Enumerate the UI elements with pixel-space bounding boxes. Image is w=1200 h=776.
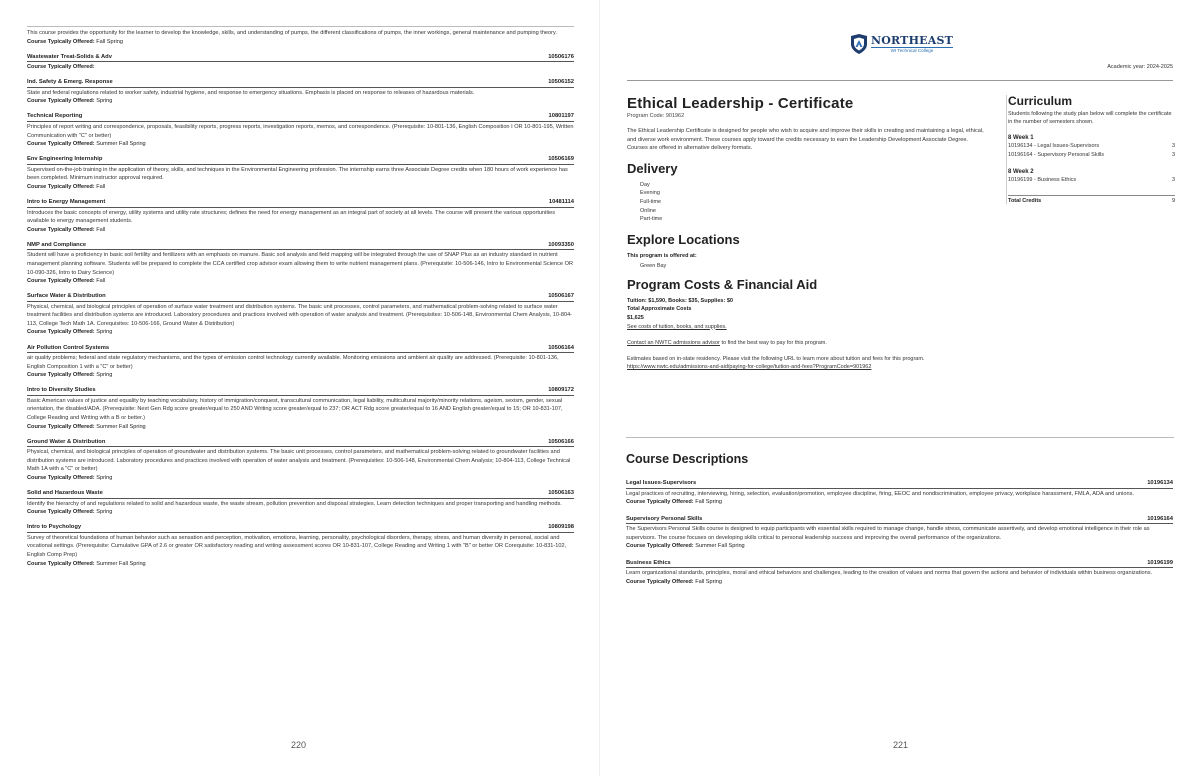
curriculum-heading: Curriculum bbox=[1008, 94, 1073, 108]
course-name: Surface Water & Distribution bbox=[27, 293, 106, 300]
course-offered: Course Typically Offered: Spring bbox=[27, 509, 113, 516]
delivery-item: Online bbox=[640, 207, 656, 214]
total-cost-label: Total Approximate Costs bbox=[627, 306, 692, 313]
course-code: 10809198 bbox=[548, 524, 574, 531]
location-item: Green Bay bbox=[640, 262, 667, 269]
course-code: 10093350 bbox=[548, 241, 574, 248]
course-code: 10196134 bbox=[1147, 480, 1173, 486]
page-title: Ethical Leadership - Certificate bbox=[627, 95, 854, 112]
course-entry bbox=[27, 78, 574, 106]
program-main bbox=[627, 95, 987, 372]
course-name: Technical Reporting bbox=[27, 113, 83, 120]
course-entry bbox=[27, 489, 574, 517]
page-number: 221 bbox=[893, 740, 909, 750]
locations-heading: Explore Locations bbox=[627, 231, 740, 247]
course-entry bbox=[626, 515, 1173, 551]
course-code: 10481114 bbox=[548, 199, 574, 206]
curriculum-row: 10196164 - Supervisory Personal Skills 3 bbox=[1008, 152, 1175, 158]
estimates-paragraph: Estimates based on in-state residency. Please visit the following URL to learn more about tuition and fees for this program. https://www.nwtc.edu/admissions-and-aid/paying-for-college/tuition-and-fees?ProgramCode=901962 bbox=[627, 355, 987, 372]
course-name: Air Pollution Control Systems bbox=[27, 344, 110, 351]
curriculum-row: 10196199 - Business Ethics 3 bbox=[1008, 177, 1175, 183]
program-code: Program Code: 901962 bbox=[627, 113, 685, 119]
academic-year: Academic year: 2024-2025 bbox=[1107, 64, 1173, 70]
course-offered: Course Typically Offered: Fall Spring bbox=[27, 38, 123, 45]
course-description: air quality problems; federal and state regulatory mechanisms, and the types of emission control technology currently available. Monitoring emissions and ambient air quality are addressed. (Prerequisite: 10-801-136, English Composition 1 with a "C" or better) bbox=[27, 355, 559, 370]
course-description: Principles of report writing and correspondence, proposals, feasibility reports, progress reports, investigation reports, memos, and correspondence. (Prerequisite: 10-801-136, English Composition I OR 10-801-195, Written Communication with "C" or better) bbox=[27, 123, 574, 139]
cost-breakdown: Tuition: $1,590, Books: $35, Supplies: $0 bbox=[627, 297, 733, 304]
course-offered: Course Typically Offered: Summer Fall Spring bbox=[27, 560, 146, 567]
top-divider bbox=[27, 26, 574, 27]
course-description: Legal practices of recruiting, interviewing, hiring, selection, evaluation/promotion, employee discipline, firing, EEOC and nondiscrimination, employee privacy, workplace harassment, FMLA, ADA and unions. bbox=[626, 490, 1134, 497]
course-entry bbox=[27, 386, 574, 431]
advisor-link[interactable]: Contact an NWTC admissions advisor bbox=[627, 340, 720, 347]
course-offered: Course Typically Offered: Fall bbox=[27, 278, 106, 285]
course-code: 10506164 bbox=[548, 344, 574, 351]
course-name: Ind. Safety & Emerg. Response bbox=[27, 79, 113, 86]
course-descriptions-list bbox=[626, 473, 1173, 587]
course-name: Env Engineering Internship bbox=[27, 156, 103, 163]
course-code: 10506163 bbox=[548, 490, 574, 497]
course-offered: Course Typically Offered: Summer Fall Spring bbox=[27, 423, 146, 430]
course-offered: Course Typically Offered: Spring bbox=[27, 329, 113, 336]
course-description: This course provides the opportunity for the learner to develop the knowledge, skills, and understanding of pumps, the different classifications of pumps, the inner workings, general maintenance and pumping theory. bbox=[27, 30, 557, 36]
delivery-item: Part-time bbox=[640, 216, 663, 223]
course-description: Survey of theoretical foundations of human behavior such as sensation and perception, motivation, emotions, learning, personality, psychological disorders, therapy, stress, and human diversity in personal, social and vocational settings. (Prerequisite: Cumulative GPA of 2.6 or greater OR satisfactory reading and writing assessment scores OR 10-831-107, College Reading and Writing 1 with "B" or better OR Corequisite: 10-831-102, English Comp Prep) bbox=[27, 534, 567, 558]
page-number: 220 bbox=[291, 740, 307, 750]
course-code: 10506176 bbox=[548, 53, 574, 60]
course-name: Solid and Hazardous Waste bbox=[27, 490, 103, 497]
course-entry bbox=[626, 559, 1173, 587]
course-entry bbox=[27, 241, 574, 286]
course-description: Supervised on-the-job training in the application of theory, skills, and techniques in the Environmental Engineering profession. The internship earns three Associate Degree credits when 180 hours of work experience has been completed. Minimum instructor approval required. bbox=[27, 166, 568, 182]
delivery-item: Full-time bbox=[640, 198, 662, 205]
course-description: State and federal regulations related to worker safety, industrial hygiene, and response to emergency situations. Emphasis is placed on response to releases of hazardous materials. bbox=[27, 89, 475, 96]
total-cost: $1,625 bbox=[627, 314, 644, 321]
course-offered: Course Typically Offered: Spring bbox=[27, 475, 113, 481]
week-label: 8 Week 1 bbox=[1008, 135, 1034, 141]
course-entry bbox=[27, 53, 574, 72]
course-offered: Course Typically Offered: Summer Fall Spring bbox=[27, 141, 146, 148]
program-intro: The Ethical Leadership Certificate is designed for people who wish to acquire and improve their skills in creating and maintaining a legal, ethical, and diverse work environment. These courses apply toward the credits necessary to earn the Leadership Development Associate Degree. Courses are offered in alternative delivery formats. bbox=[627, 128, 984, 152]
course-code: 10506166 bbox=[548, 438, 574, 445]
course-description: Physical, chemical, and biological principles of operation of surface water treatment and distribution systems. The basic unit processes, control parameters, and mathematical problem-solving related to surface water treatment facilities and distribution systems are introduced. Laboratory procedures and practices involved with operation of water analysis and treatment. (Prerequisites: 10-506-148, Environmental Chem Analysis, 10-804-113, College Tech Math 1A. Corequisites: 10-506-166, Ground Water & Distribution) bbox=[27, 303, 573, 327]
week-label: 8 Week 2 bbox=[1008, 169, 1034, 175]
tuition-url-link[interactable]: https://www.nwtc.edu/admissions-and-aid/paying-for-college/tuition-and-fees?ProgramCode=901962 bbox=[627, 364, 872, 371]
college-logo bbox=[850, 31, 960, 57]
curriculum-subtitle: Students following the study plan below will complete the certificate in the number of semesters shown. bbox=[1008, 111, 1172, 125]
course-offered: Course Typically Offered: Spring bbox=[27, 372, 113, 379]
course-code: 10196199 bbox=[1147, 559, 1173, 566]
course-entry bbox=[27, 155, 574, 191]
course-description: Identify the hierarchy of and regulations related to solid and hazardous waste, the waste stream, pollution prevention and disposal strategies. Learn detection techniques and proper transporting and handling methods. bbox=[27, 500, 562, 507]
curriculum-panel bbox=[1006, 95, 1175, 204]
course-code: 10809172 bbox=[548, 387, 574, 394]
course-offered: Course Typically Offered: Spring bbox=[27, 98, 113, 105]
course-offered: Course Typically Offered: Fall Spring bbox=[626, 579, 722, 586]
course-name: Intro to Energy Management bbox=[27, 199, 106, 206]
course-entry bbox=[27, 198, 574, 234]
course-description: Introduces the basic concepts of energy, utility systems and utility rate structures; defines the need for energy management as an integral part of society at all levels. The course will present the various opportunities available to energy management students. bbox=[27, 209, 556, 225]
course-description: The Supervisors Personal Skills course is designed to equip participants with essential skills required to manage change, handle stress, communicate assertively, and develop emotional intelligence in their role as supervisors. The course focuses on developing skills critical to personal leadership success and improving the overall performance of the organizations. bbox=[626, 526, 1150, 541]
course-name: Legal Issues-Supervisors bbox=[626, 480, 697, 486]
section-divider bbox=[626, 437, 1174, 438]
course-offered: Course Typically Offered: Fall bbox=[27, 226, 106, 233]
course-name: Intro to Psychology bbox=[27, 524, 82, 531]
delivery-list bbox=[627, 181, 987, 224]
course-offered: Course Typically Offered: Summer Fall Spring bbox=[626, 543, 745, 550]
course-entry bbox=[27, 112, 574, 148]
course-offered: Course Typically Offered: Fall bbox=[27, 183, 106, 190]
course-offered: Course Typically Offered: bbox=[27, 64, 95, 71]
course-code: 10506167 bbox=[548, 293, 574, 300]
course-code: 10801197 bbox=[548, 113, 574, 120]
logo-name: NORTHEAST bbox=[871, 33, 954, 47]
course-entry bbox=[626, 479, 1173, 507]
course-name: Ground Water & Distribution bbox=[27, 438, 106, 445]
course-code: 10506152 bbox=[548, 79, 574, 86]
course-entry bbox=[27, 344, 574, 380]
costs-link[interactable]: See costs of tuition, books, and supplies. bbox=[627, 323, 727, 330]
course-entry bbox=[27, 438, 574, 483]
delivery-item: Evening bbox=[640, 190, 660, 197]
costs-heading: Program Costs & Financial Aid bbox=[627, 276, 818, 292]
course-list bbox=[27, 26, 574, 568]
contact-paragraph: Contact an NWTC admissions advisor to find the best way to pay for this program. bbox=[627, 340, 827, 347]
delivery-heading: Delivery bbox=[627, 160, 678, 176]
total-credits: Total Credits 9 bbox=[1008, 195, 1175, 204]
logo-subtitle: WI Technical College bbox=[871, 47, 953, 54]
curriculum-row: 10196134 - Legal Issues-Supervisors 3 bbox=[1008, 143, 1175, 149]
costs-block bbox=[627, 297, 987, 331]
course-name: Business Ethics bbox=[626, 559, 671, 566]
course-name: Wastewater Treat-Solids & Adv bbox=[27, 53, 112, 60]
course-continued bbox=[27, 29, 574, 46]
header-divider bbox=[627, 80, 1173, 81]
course-offered: Course Typically Offered: Fall Spring bbox=[626, 499, 722, 506]
right-page bbox=[600, 0, 1200, 776]
course-description: Basic American values of justice and equality by teaching vocabulary, history of immigration/conquest, transcultural communication, legal liability, multicultural majority/minority relations, ageism, sexism, gender, sexual orientation, the disabled/ADA. (Prerequisite: Next Gen Rdg score greater/equal to 250 AND Writing score greater/equal to 237; OR ACT Rdg score greater/equal to 16 AND English greater/equal to 15; OR 10-831-107, College Reading and Writing with a B or better.) bbox=[27, 397, 563, 422]
locations-label: This program is offered at: bbox=[627, 252, 697, 259]
course-name: Intro to Diversity Studies bbox=[27, 387, 96, 394]
delivery-item: Day bbox=[640, 181, 650, 188]
course-entry bbox=[27, 523, 574, 568]
course-description: Physical, chemical, and biological principles of operation of groundwater and distribution systems. The basic unit processes, control parameters, and mathematical problem-solving related to groundwater facilities and distribution systems are introduced. Laboratory procedures and practices involved with operation of water analysis and treatment. (Prerequisites: 10-506-148, Environmental Chem Analysis; 10-804-113, College Technical Math 1A with a "C" or better) bbox=[27, 449, 571, 473]
course-description: Learn organizational standards, principles, moral and ethical behaviors and challenges, leading to the creation of values and norms that govern the actions and behavior of individuals within business organizations. bbox=[626, 570, 1153, 577]
course-name: NMP and Compliance bbox=[27, 241, 87, 248]
shield-logo-icon bbox=[850, 34, 868, 54]
course-entry bbox=[27, 292, 574, 337]
course-code: 10196164 bbox=[1147, 515, 1173, 522]
course-name: Supervisory Personal Skills bbox=[626, 515, 703, 522]
course-description: Student will have a proficiency in basic soil fertility and fertilizers with an emphasis on manure. Basic soil analysis and field mapping will be integrated through the use of SNAP Plus as an industry standard in nutrient management planning software. Students will be prepared to complete the CCA certified crop advisor exam allowing them to write nutrient management plans. (Prerequisite: 10-506-146, Intro to Environmental Science OR 10-090-326, Intro to Dairy Science) bbox=[27, 252, 573, 276]
course-descriptions-heading: Course Descriptions bbox=[626, 452, 749, 466]
course-code: 10506169 bbox=[548, 156, 574, 163]
